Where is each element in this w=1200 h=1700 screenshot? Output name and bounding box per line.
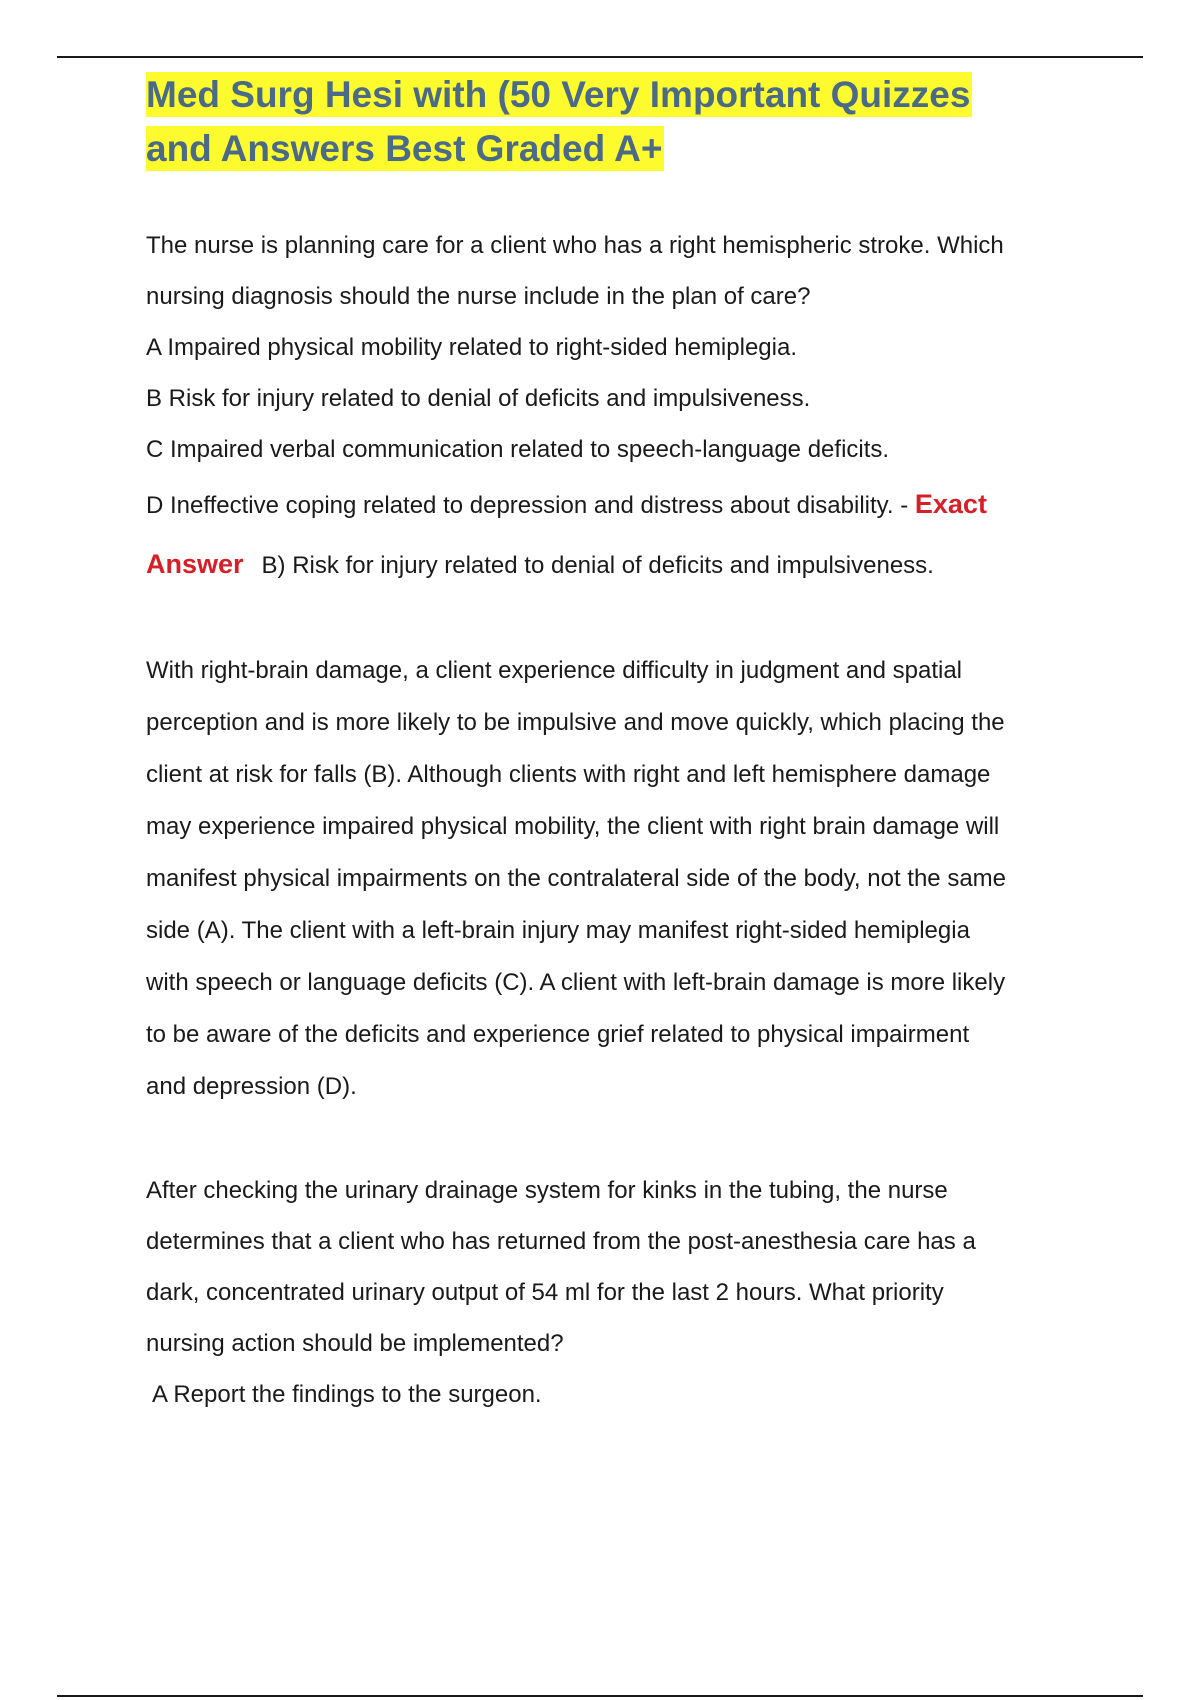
question-2-line-3: dark, concentrated urinary output of 54 ml for the last 2 hours. What priority: [146, 1279, 944, 1306]
question-2-line-1: After checking the urinary drainage system for kinks in the tubing, the nurse: [146, 1177, 948, 1204]
document-page: [146, 68, 1086, 1420]
rationale-line-4: may experience impaired physical mobility, the client with right brain damage will: [146, 813, 1000, 840]
question-1-stem-line-2: nursing diagnosis should the nurse include in the plan of care?: [146, 283, 811, 310]
top-rule: [57, 56, 1143, 58]
question-1-option-b: B Risk for injury related to denial of deficits and impulsiveness.: [146, 385, 811, 412]
question-1-option-a: A Impaired physical mobility related to right-sided hemiplegia.: [146, 334, 797, 361]
question-2: [146, 1165, 1086, 1420]
question-2-line-4: nursing action should be implemented?: [146, 1330, 564, 1357]
rationale-line-6: side (A). The client with a left-brain injury may manifest right-sided hemiplegia: [146, 917, 970, 944]
rationale-line-5: manifest physical impairments on the contralateral side of the body, not the same: [146, 865, 1007, 892]
question-1-option-d-line: [146, 475, 1086, 535]
title-line-2: and Answers Best Graded A+: [146, 128, 663, 169]
rationale-line-8: to be aware of the deficits and experience grief related to physical impairment: [146, 1021, 970, 1048]
bottom-rule: [57, 1695, 1143, 1697]
rationale-line-2: perception and is more likely to be impulsive and move quickly, which placing the: [146, 709, 1005, 736]
rationale-line-9: and depression (D).: [146, 1073, 357, 1100]
rationale-line-7: with speech or language deficits (C). A client with left-brain damage is more likely: [146, 969, 1006, 996]
question-1-stem-line-1: The nurse is planning care for a client who has a right hemispheric stroke. Which: [146, 232, 1004, 259]
rationale-line-1: With right-brain damage, a client experience difficulty in judgment and spatial: [146, 657, 962, 684]
document-title: [146, 68, 1086, 176]
question-2-line-2: determines that a client who has returned from the post-anesthesia care has a: [146, 1228, 976, 1255]
answer-label: Answer: [146, 549, 244, 579]
exact-label: Exact: [914, 489, 987, 519]
title-line-1: Med Surg Hesi with (50 Very Important Quizzes: [146, 74, 971, 115]
question-1: [146, 220, 1086, 595]
question-1-option-c: C Impaired verbal communication related to speech-language deficits.: [146, 436, 890, 463]
answer-line: [146, 535, 1086, 595]
question-1-option-d: D Ineffective coping related to depression and distress about disability. -: [146, 492, 909, 519]
rationale-line-3: client at risk for falls (B). Although clients with right and left hemisphere damage: [146, 761, 991, 788]
rationale-paragraph: [146, 645, 1086, 1113]
question-2-option-a: A Report the findings to the surgeon.: [152, 1381, 542, 1408]
answer-text: B) Risk for injury related to denial of deficits and impulsiveness.: [261, 552, 934, 579]
